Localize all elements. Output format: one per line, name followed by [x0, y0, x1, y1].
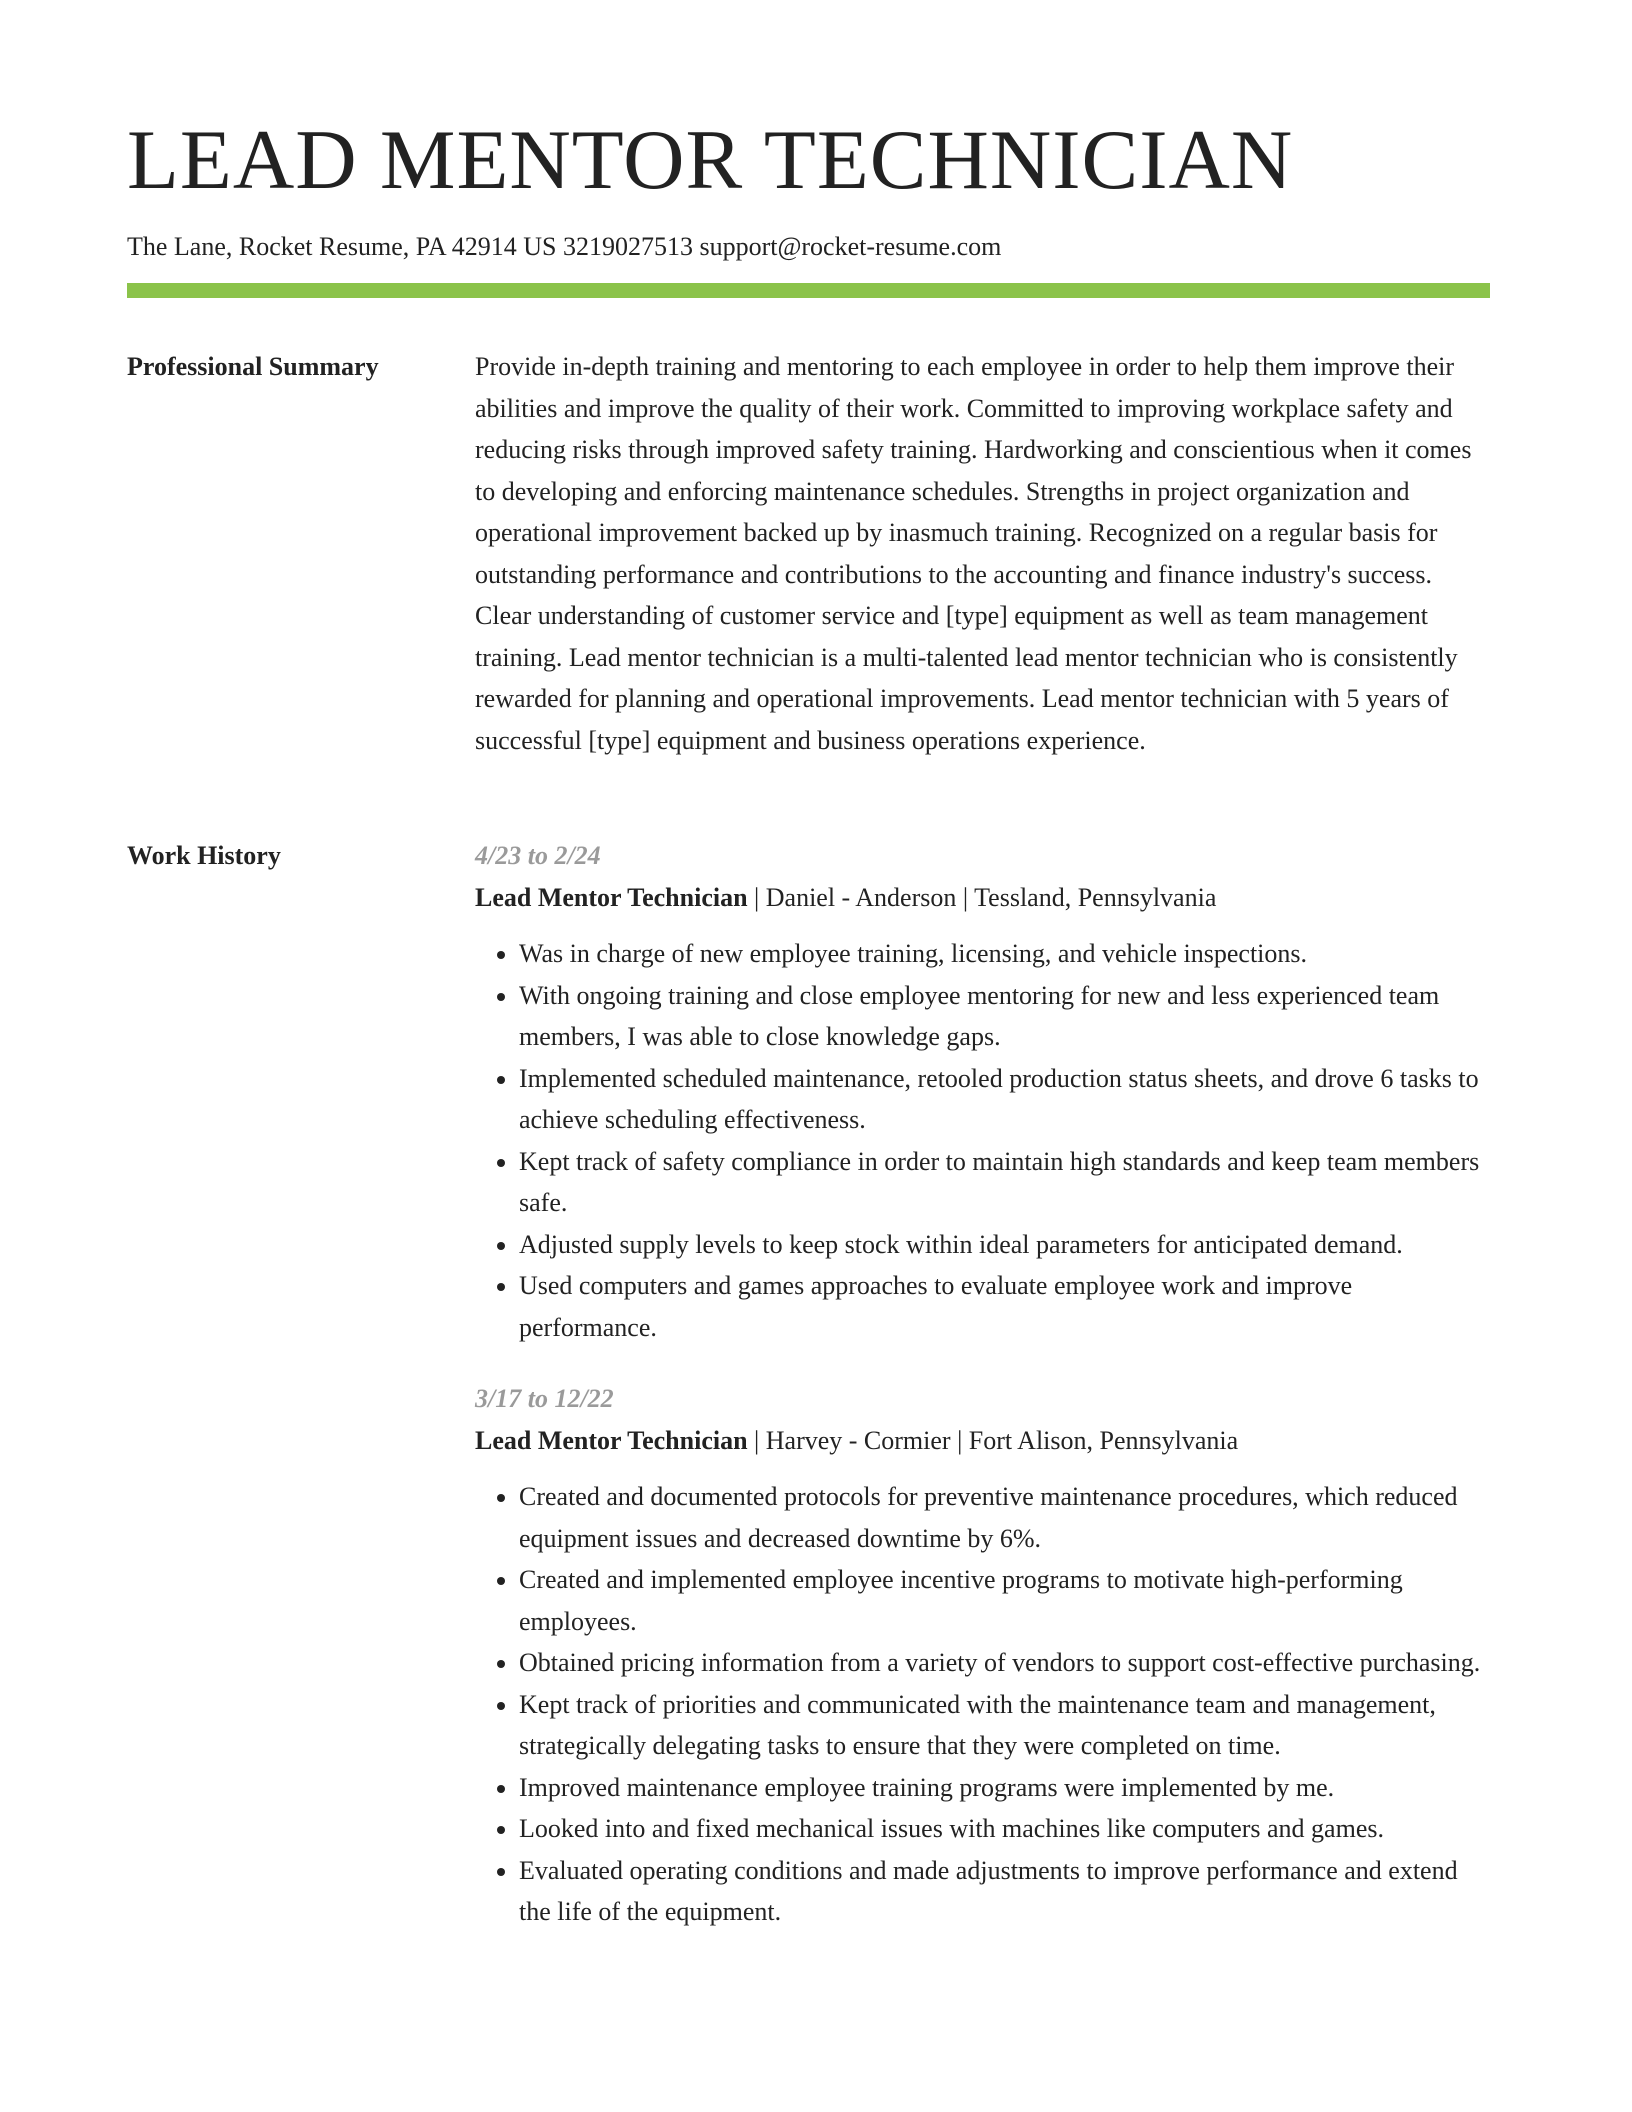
list-item: • Evaluated operating conditions and made adjustments to improve performance and extend the life of the equipment.: [519, 1850, 1490, 1933]
list-item: • Created and implemented employee incentive programs to motivate high-performing employees.: [519, 1559, 1490, 1642]
list-item: • Obtained pricing information from a variety of vendors to support cost-effective purchasing.: [519, 1642, 1490, 1684]
work-history-section: [475, 835, 1490, 1933]
accent-divider: [127, 283, 1490, 298]
job-entry: [475, 835, 1490, 1348]
list-item: • Created and documented protocols for preventive maintenance procedures, which reduced equipment issues and decreased downtime by 6%.: [519, 1476, 1490, 1559]
summary-heading: Professional Summary: [127, 352, 379, 381]
summary-section: [475, 346, 1490, 761]
work-history-heading: Work History: [127, 841, 281, 870]
list-item: • Kept track of priorities and communicated with the maintenance team and management, strategically delegating tasks to ensure that they were completed on time.: [519, 1684, 1490, 1767]
list-item: • Looked into and fixed mechanical issues with machines like computers and games.: [519, 1808, 1490, 1850]
job-title: Lead Mentor Technician: [475, 1425, 748, 1455]
job-dates: 3/17 to 12/22: [475, 1384, 614, 1413]
list-item: • Kept track of safety compliance in order to maintain high standards and keep team members safe.: [519, 1141, 1490, 1224]
list-item: • With ongoing training and close employee mentoring for new and less experienced team members, I was able to close knowledge gaps.: [519, 975, 1490, 1058]
job-entry: [475, 1378, 1490, 1933]
summary-text: Provide in-depth training and mentoring to each employee in order to help them improve their abilities and improve the quality of their work. Committed to improving workplace safety and reducing risks through improved safety training. Hardworking and conscientious when it comes to developing and enforcing maintenance schedules. Strengths in project organization and operational improvement backed up by inasmuch training. Recognized on a regular basis for outstanding performance and contributions to the accounting and finance industry's success. Clear understanding of customer service and [type] equipment as well as team management training. Lead mentor technician is a multi-talented lead mentor technician who is consistently rewarded for planning and operational improvements. Lead mentor technician with 5 years of successful [type] equipment and business operations experience.: [475, 352, 1472, 755]
job-employer-location: | Daniel - Anderson | Tessland, Pennsylvania: [747, 882, 1217, 912]
job-title: Lead Mentor Technician: [475, 882, 748, 912]
candidate-name: LEAD MENTOR TECHNICIAN: [127, 113, 1294, 207]
job-heading: [475, 877, 1490, 919]
job-bullets: [475, 1476, 1490, 1933]
list-item: • Implemented scheduled maintenance, retooled production status sheets, and drove 6 tasks to achieve scheduling effectiveness.: [519, 1058, 1490, 1141]
list-item: • Improved maintenance employee training programs were implemented by me.: [519, 1767, 1490, 1809]
list-item: • Adjusted supply levels to keep stock within ideal parameters for anticipated demand.: [519, 1224, 1490, 1266]
contact-info: The Lane, Rocket Resume, PA 42914 US 3219027513 support@rocket-resume.com: [127, 232, 1002, 261]
list-item: • Was in charge of new employee training, licensing, and vehicle inspections.: [519, 933, 1490, 975]
job-heading: [475, 1420, 1490, 1462]
job-bullets: [475, 933, 1490, 1348]
list-item: • Used computers and games approaches to evaluate employee work and improve performance.: [519, 1265, 1490, 1348]
job-employer-location: | Harvey - Cormier | Fort Alison, Pennsylvania: [747, 1425, 1239, 1455]
job-dates: 4/23 to 2/24: [475, 841, 601, 870]
